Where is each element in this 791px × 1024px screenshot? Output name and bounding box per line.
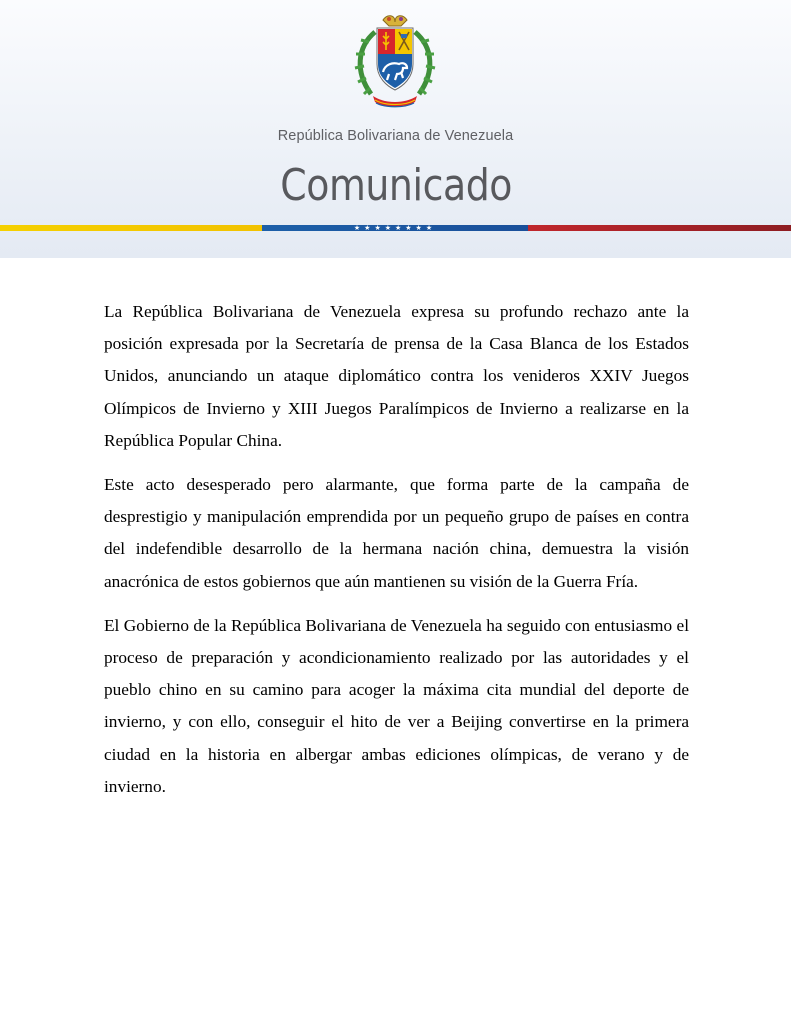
communique-body	[104, 296, 689, 815]
paragraph: El Gobierno de la República Bolivariana de Venezuela ha seguido con entusiasmo el proceso de preparación y acondicionamiento realizado por las autoridades y el pueblo chino en su camino para acoger la máxima cita mundial del deporte de invierno, y con ello, conseguir el hito de ver a Beijing convertirse en la primera ciudad en la historia en albergar ambas ediciones olímpicas, de verano y de invierno.	[104, 615, 689, 796]
page-title: Comunicado	[280, 160, 513, 211]
paragraph: La República Bolivariana de Venezuela expresa su profundo rechazo ante la posición expresada por la Secretaría de prensa de la Casa Blanca de los Estados Unidos, anunciando un ataque diplomático contra los venideros XXIV Juegos Olímpicos de Invierno y XIII Juegos Paralímpicos de Invierno a realizarse en la República Popular China.	[104, 302, 689, 450]
flag-stripe-yellow	[0, 225, 262, 231]
country-name: República Bolivariana de Venezuela	[277, 128, 514, 144]
letterhead	[0, 0, 791, 258]
flag-stars: ★★★★★★★★	[353, 224, 437, 232]
flag-stripe-red	[528, 225, 791, 231]
paragraph: Este acto desesperado pero alarmante, que forma parte de la campaña de desprestigio y manipulación emprendida por un pequeño grupo de países en contra del indefendible desarrollo de la hermana nación china, demuestra la visión anacrónica de estos gobiernos que aún mantienen su visión de la Guerra Fría.	[104, 475, 689, 591]
coat-of-arms-icon	[345, 12, 445, 112]
